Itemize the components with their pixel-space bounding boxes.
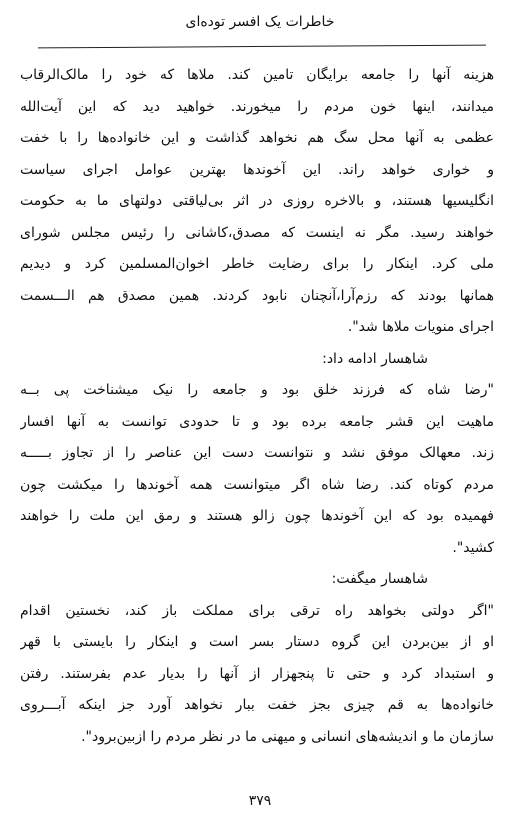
text-line: کشید".	[452, 539, 494, 556]
running-header: خاطرات یک افسر توده‌ای	[185, 14, 335, 30]
text-line: ماهیت این قشر جامعه برده بود و تا حدودی توانست به آنها افسار	[20, 413, 494, 430]
text-line: "اگر دولتی بخواهد راه ترقی برای مملکت باز کند، نخستین اقدام	[20, 602, 494, 619]
text-line: زند. معهالک موفق نشد و نتوانست دست این عناصر را از تجاوز بـــــه	[20, 445, 494, 461]
body-text	[20, 60, 494, 753]
text-line: و خواری خواهد راند. این آخوندها بهترین عوامل اجرای سیاست	[20, 161, 494, 178]
text-line: و استبداد کرد و حتی تا پنجهزار از آنها را بدیار عدم بفرستند. رفتن	[20, 665, 494, 682]
text-line: هزینه آنها را جامعه برایگان تامین کند. ملاها که خود را مالک‌الرقاب	[20, 67, 494, 83]
text-line: اجرای منویات ملاها شد".	[347, 319, 494, 335]
text-line: عظمی به آنها محل سگ هم نخواهد گذاشت و این خانواده‌ها را با خفت	[20, 130, 494, 146]
text-line: او از بین‌بردن این گروه دستار بسر است و اینکار را بایستی با قهر	[20, 634, 494, 650]
text-line: شاهسار میگفت:	[331, 571, 428, 587]
text-line: شاهسار ادامه داد:	[322, 350, 428, 367]
text-line: مردم کوتاه کند. رضا شاه اگر میتوانست همه آخوندها را میکشت چون	[20, 476, 494, 493]
header-rule	[38, 45, 486, 49]
text-line: خانواده‌ها به قم چیزی بجز خفت ببار نخواهد آورد جز اینکه آبـــروی	[20, 697, 494, 713]
text-line: سازمان ما و اندیشه‌های انسانی و میهنی ما در نظر مردم را ازبین‌برود".	[81, 728, 494, 745]
text-line: فهمیده بود که این آخوندها چون زالو هستند و رمق این ملت را خواهند	[20, 508, 494, 524]
text-line: خواهند رسید. مگر نه اینست که مصدق،کاشانی را رئیس مجلس شورای	[20, 224, 494, 241]
text-line: همانها بودند که رزم‌آرا،آنچنان نابود کردند. همین مصدق هم الـــسمت	[20, 287, 494, 304]
text-line: ملی کرد. اینکار را برای رضایت خاطر اخوان‌المسلمین کرد و دیدیم	[20, 256, 494, 272]
text-line: میدانند، اینها خون مردم را میخورند. خواهید دید که این آیت‌الله	[20, 98, 494, 115]
text-line: انگلیسیها هستند، و بالاخره روزی در اثر بی‌لیاقتی دولتهای ما به حکومت	[20, 193, 494, 209]
page-number: ۳۷۹	[248, 793, 272, 809]
text-line: "رضا شاه که فرزند خلق بود و جامعه را نیک میشناخت پی بــه	[20, 382, 494, 398]
